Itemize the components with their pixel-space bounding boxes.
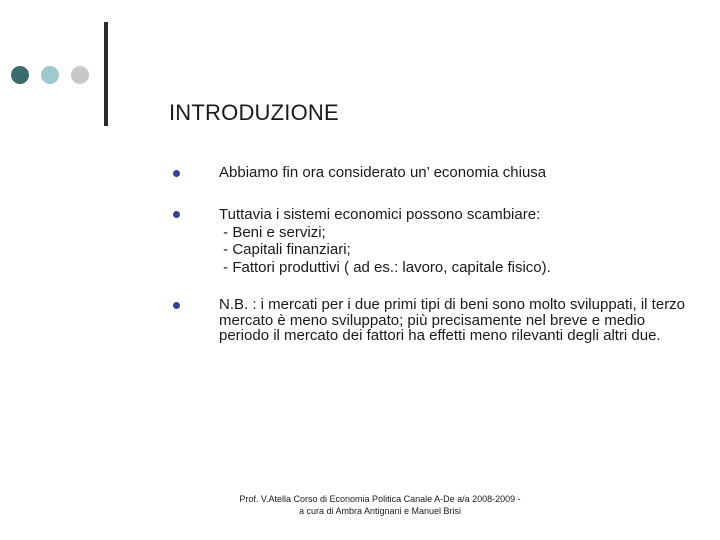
bullet-dot-icon (173, 170, 180, 177)
bullet-item-2 (219, 206, 689, 276)
slide-title: INTRODUZIONE (169, 100, 339, 125)
footer-line-1: Prof. V.Atella Corso di Economia Politica Canale A-De a/a 2008-2009 - (239, 494, 521, 504)
sub-item-text: - Beni e servizi; (219, 223, 326, 241)
bullet-item-3 (219, 297, 689, 344)
sub-item-text: - Capitali finanziari; (219, 241, 351, 258)
slide-footer (200, 493, 560, 517)
footer-line-2: a cura di Ambra Antignani e Manuel Brisi (298, 506, 462, 516)
bullet-dot-icon (173, 302, 180, 309)
bullet-item-1 (219, 165, 689, 181)
bullet-text: N.B. : i mercati per i due primi tipi di beni sono molto sviluppati, il terzo mercato è meno sviluppato; più precisamente nel breve e medio periodo il mercato dei fattori ha effetti meno rilevanti degli altri due. (219, 296, 686, 344)
sub-item-text: - Fattori produttivi ( ad es.: lavoro, capitale fisico). (219, 258, 551, 276)
bullet-text: Tuttavia i sistemi economici possono scambiare: (219, 206, 541, 223)
bullet-dot-icon (173, 211, 180, 218)
bullet-text: Abbiamo fin ora considerato un’ economia chiusa (219, 164, 547, 181)
